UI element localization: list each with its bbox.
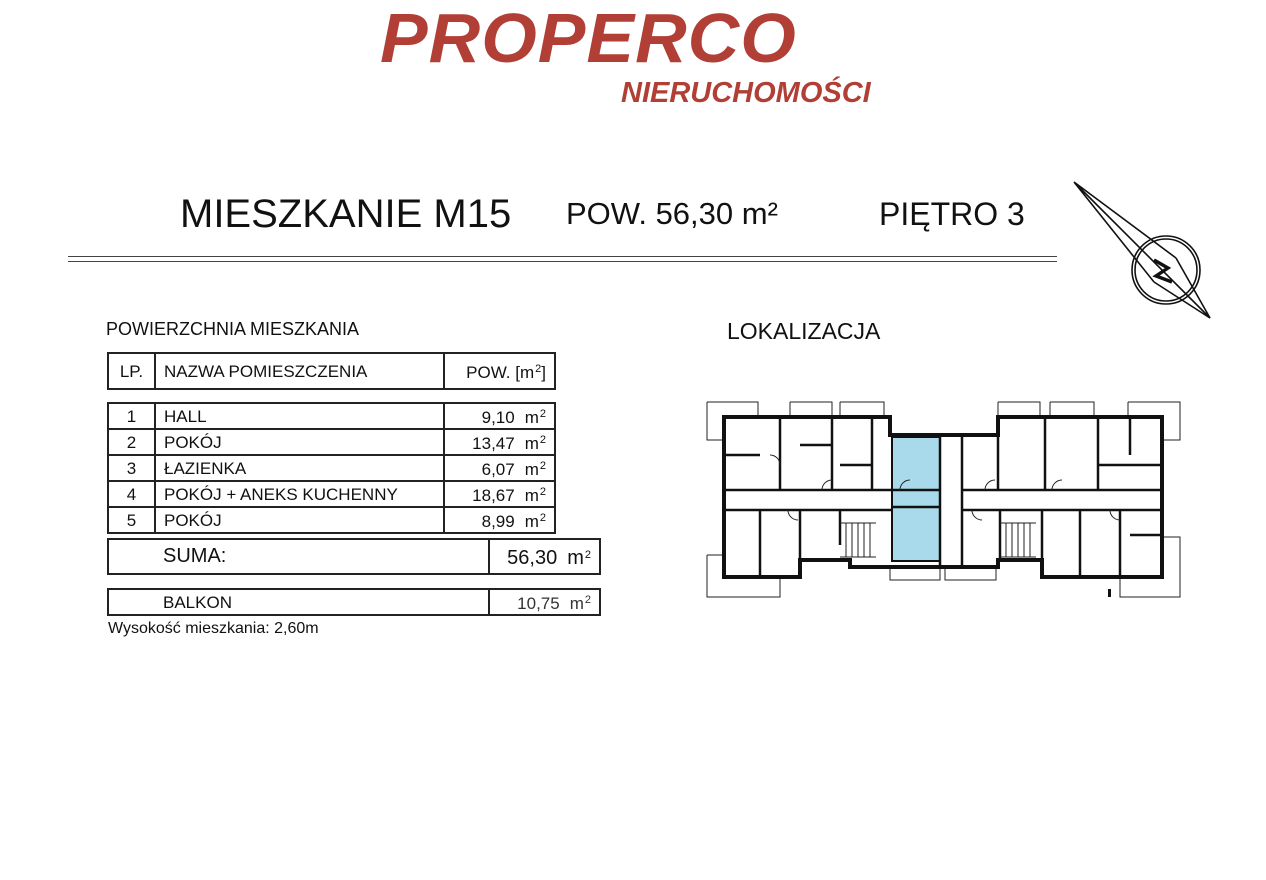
apartment-height-note: Wysokość mieszkania: 2,60m [108,620,319,637]
apartment-area: POW. 56,30 m² [566,196,778,231]
column-header-lp: LP. [108,353,155,389]
balcony-table [107,588,601,616]
sum-table [107,538,601,575]
location-heading: LOKALIZACJA [727,318,881,344]
floor-plan-location [700,395,1190,605]
column-header-name: NAZWA POMIESZCZENIA [155,353,444,389]
balcony-label: BALKON [108,589,489,615]
balcony-value: 10,75 $m^2$ [489,589,600,615]
areas-table [107,402,556,534]
areas-table-header [107,352,556,390]
areas-heading: POWIERZCHNIA MIESZKANIA [106,319,360,339]
brand-subtitle: NIERUCHOMOŚCI [621,77,871,109]
table-row: 3 ŁAZIENKA 6,07 $m^2$ [108,455,555,481]
table-row: 2 POKÓJ 13,47 $m^2$ [108,429,555,455]
brand-logo: PROPERCO [380,0,797,77]
apartment-title: MIESZKANIE M15 [180,192,512,236]
sum-label: SUMA: [108,539,489,574]
table-row: 1 HALL 9,10 $m^2$ [108,403,555,429]
header-divider-top [68,256,1057,257]
table-row: 4 POKÓJ + ANEKS KUCHENNY 18,67 $m^2$ [108,481,555,507]
column-header-area: POW. $[m^2]$ [444,353,555,389]
table-row: 5 POKÓJ 8,99 $m^2$ [108,507,555,533]
apartment-floor: PIĘTRO 3 [879,196,1025,232]
header-divider-bottom [68,261,1057,262]
north-arrow-icon [1070,178,1220,326]
sum-value: 56,30 $m^2$ [489,539,600,574]
